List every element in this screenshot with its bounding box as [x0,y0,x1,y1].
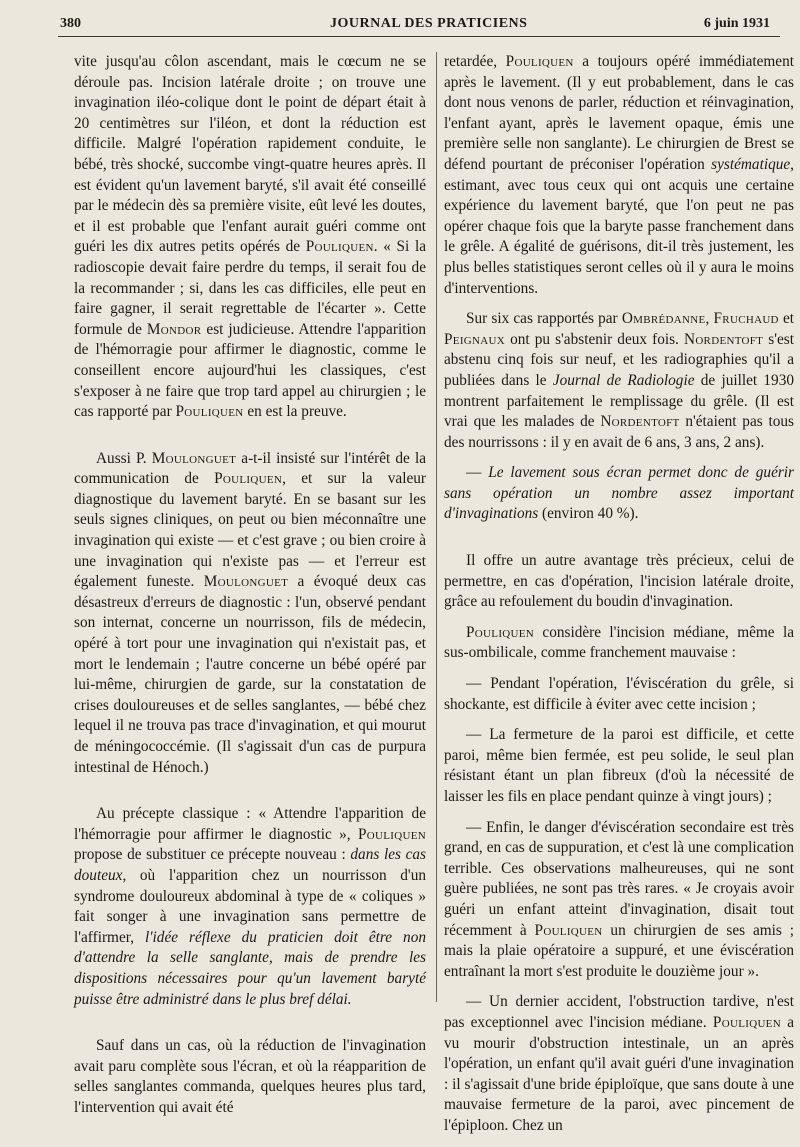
right-column [444,52,794,1147]
author-name: Ombrédanne [621,310,706,328]
author-name: Pouliquen [505,53,574,70]
paragraph [444,463,794,525]
paragraph [444,551,794,613]
paragraph [444,52,794,299]
text-run: n'étaient pas tous des nourrissons : il y en avait de 6 ans, 3 ans, 2 ans). [444,413,794,451]
text-run: et [778,310,794,328]
text-run: (environ 40 %). [538,505,639,523]
left-column [74,52,426,1129]
text-run: — Un dernier accident, l'obstruction tardive, n'est pas exceptionnel avec l'incision médiane. [444,993,794,1031]
text-run: ont pu s'abstenir deux fois. [505,330,684,348]
text-run: , où l'apparition chez un nourrisson d'un syndrome douloureux abdominal à type de « coliques » fait songer à une invagination sans permettre de l'affirmer, [74,866,426,946]
text-run: a vu mourir d'obstruction intestinale, un an après l'opération, un enfant qu'il avait guéri d'une invagination : il s'agissait d'une bride épiploïque, que sans doute à une mauvaise fermeture de la paroi, avec pincement de l'épiploon. Chez un [444,1013,794,1134]
text-run: , estimant, avec tous ceux qui ont acquis une certaine expérience du lavement baryté, que l'on peut ne pas opérer chaque fois que la baryte passe franchement dans le grêle. A égalité de guérisons, dit-il très justement, les plus belles statistiques seront celles où il y aura le moins d'interventions. [444,155,794,297]
author-name: Pouliquen [175,403,244,421]
text-run: Aussi P. [96,449,152,467]
text-run: Il offre un autre avantage très précieux, celui de permettre, en cas d'opération, l'incision latérale droite, grâce au refoulement du boudin d'invagination. [444,552,794,611]
paragraph [74,52,426,423]
text-run: — [466,464,489,482]
text-run: un chirurgien de ses amis ; mais la plaie opératoire a suppuré, et une éviscération entraînant la mort s'est produite le douzième jour ». [444,921,794,980]
author-name: Pouliquen [712,1013,781,1031]
paragraph [74,1036,426,1118]
emphasis-text: systématique [711,155,791,173]
text-run: retardée, [444,53,506,70]
text-run: est judicieuse. Attendre l'apparition de l'hémorragie pour affirmer le diagnostic, comme le conseillent encore aujourd'hui les classiques, c'est s'exposer à ne faire que trop tard appel au chirurgien ; le cas rapporté par [74,320,426,421]
text-run: — La fermeture de la paroi est difficile, et cette paroi, même bien fermée, est peu solide, le seul plan résistant étant un plan fibreux (d'où la nécessité de laisser les fils en place pendant quinze à vingt jours) ; [444,726,794,805]
author-name: Nordentoft [683,330,764,348]
page-number: 380 [60,16,81,31]
text-run: a évoqué deux cas désastreux d'erreurs de diagnostic : l'un, observé pendant son internat, concerne un nourrisson, fils de médecin, opéré à tort pour une invagination qui n'existait pas, et mort le lendemain ; l'autre concerne un bébé opéré par lui-même, chirurgien de garde, sur la constatation de crises douloureuses et de selles sanglantes, — bébé chez lequel il ne trouva pas trace d'invagination, et qui mourut de méningococcémie. (Il s'agissait d'un cas de purpura intestinal de Hénoch.) [74,573,427,776]
paragraph [444,992,794,1136]
text-run: — Pendant l'opération, l'éviscération du grêle, si shockante, est difficile à éviter avec cette incision ; [444,675,794,713]
author-name: Mondor [146,320,202,338]
text-run: , [705,310,714,328]
page-header [60,12,770,36]
text-run: Sauf dans un cas, où la réduction de l'invagination avait paru complète sous l'écran, et où la réapparition de selles sanglantes commanda, quelques heures plus tard, l'intervention qui avait été [74,1037,426,1116]
paragraph [444,818,794,983]
text-run: propose de substituer ce précepte nouveau : [74,846,351,864]
text-run: a toujours opéré immédiatement après le lavement. (Il y eut probablement, dans le cas dont nous venons de parler, réduction et réinvagination, l'enfant ayant, après le lavement opaque, émis une première selle non sanglante). Le chirurgien de Brest se défend pourtant de préconiser l'opération [444,53,794,173]
emphasis-text: l'idée réflexe du praticien doit être non d'attendre la selle sanglante, mais de prendre les dispositions nécessaires pour qu'un lavement baryté puisse être administré dans le plus bref délai. [74,928,426,1008]
author-name: Moulonguet [203,573,289,591]
author-name: Pouliquen [534,921,603,939]
text-run: Sur six cas rapportés par [466,310,622,328]
emphasis-text: Journal de Radiologie [552,371,695,389]
author-name: Peignaux [444,330,506,348]
author-name: Fruchaud [713,310,779,328]
text-run: vite jusqu'au côlon ascendant, mais le cœcum ne se déroule pas. Incision latérale droite ; on trouve une invagination iléo-colique dont le point de départ était à 20 centimètres sur l'iléon, et dont la réduction est difficile. Malgré l'opération rapidement conduite, le bébé, très shocké, succombe vingt-quatre heures après. Il est évident qu'un lavement baryté, s'il avait été conseillé par le médecin dès sa première visite, eût levé les doutes, et il est probable que l'enfant aurait guéri comme ont guéri les dix autres petits opérés de [74,53,426,256]
author-name: Moulonguet [151,449,237,467]
journal-title: JOURNAL DES PRATICIENS [330,16,528,31]
author-name: Pouliquen [214,470,283,488]
text-run: . « Si la radioscopie devait faire perdre du temps, il serait fou de la recommander ; si, dans les cas difficiles, elle peut en faire gagner, il serait regrettable de l'écarter ». Cette formule de [74,238,426,338]
paragraph [444,674,794,715]
text-run: a-t-il insisté sur l'intérêt de la communication de [74,449,426,488]
emphasis-text: Le lavement sous écran permet donc de guérir sans opération un nombre assez important d'invaginations [444,464,795,523]
paragraph [444,309,794,453]
header-rule [58,36,780,37]
text-run: , et sur la valeur diagnostique du lavement baryté. En se basant sur les seuls signes cliniques, on peut ou bien méconnaître une invagination qui existe — et c'est grave ; ou bien croire à une invagination qui n'existe pas — et l'erreur est également funeste. [74,470,426,591]
text-run: — Enfin, le danger d'éviscération secondaire est très grand, en cas de suppuration, et c'est là une complication terrible. Ces observations malheureuses, qui ne sont guère publiées, ne sont pas très rares. « Je croyais avoir guéri un enfant atteint d'invagination, disait tout récemment à [444,818,794,939]
column-divider [436,52,437,1002]
author-name: Pouliquen [357,825,426,843]
text-run: considère l'incision médiane, même la sus-ombilicale, comme franchement mauvaise : [444,623,794,662]
issue-date: 6 juin 1931 [703,16,770,31]
author-name: Pouliquen [305,238,374,256]
paragraph [444,623,794,664]
author-name: Nordentoft [600,413,680,431]
paragraph [444,725,794,807]
text-run: Au précepte classique : « Attendre l'apparition de l'hémorragie pour affirmer le diagnostic », [74,805,426,843]
paragraph [74,804,426,1010]
emphasis-text: dans les cas douteux [74,846,426,884]
author-name: Pouliquen [466,623,535,641]
text-run: s'est abstenu cinq fois sur neuf, et les radiographies qu'il a publiées dans le [444,330,794,389]
paragraph [74,449,426,779]
text-run: en est la preuve. [243,403,347,421]
text-run: de juillet 1930 montrent parfaitement le remplissage du grêle. (Il est vrai que les malades de [444,371,794,431]
